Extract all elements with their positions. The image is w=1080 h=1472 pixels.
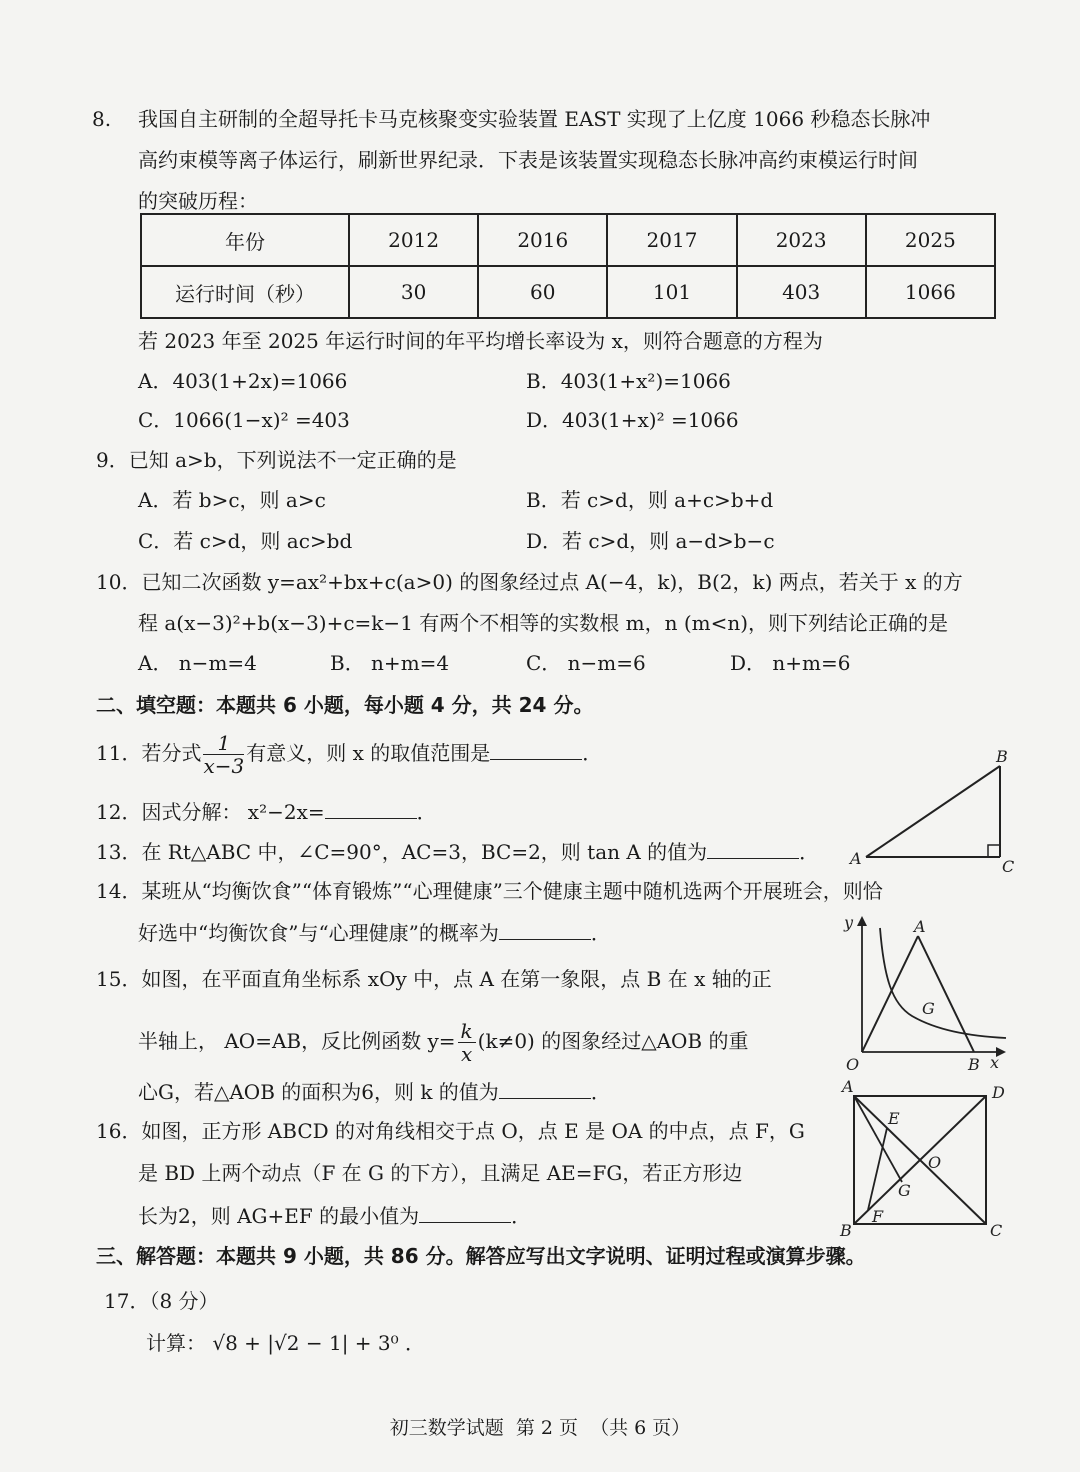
q8-line1: 我国自主研制的全超导托卡马克核聚变实验装置 EAST 实现了上亿度 1066 秒稳态长脉冲 (138, 107, 931, 131)
table-cell: 2017 (607, 214, 736, 266)
q16-line3 (138, 1202, 531, 1229)
q13 (96, 838, 819, 865)
section-heading-fill-blank: 二、填空题：本题共 6 小题，每小题 4 分，共 24 分。 (96, 693, 594, 717)
q11-frac-num: 1 (203, 732, 244, 755)
q13-end: ． (799, 840, 820, 864)
q10-line1: 10．已知二次函数 y=ax²+bx+c(a>0) 的图象经过点 A(−4，k)，B(2，k) 两点，若关于 x 的方 (96, 570, 963, 594)
q15-line3 (138, 1078, 611, 1105)
coord-label-b: B (968, 1055, 980, 1074)
coord-label-x: x (990, 1053, 1000, 1072)
tri-label-a: A (850, 849, 862, 868)
q13-answer-blank[interactable] (707, 838, 799, 859)
table-row (141, 266, 995, 318)
table-row (141, 214, 995, 266)
q11 (96, 730, 602, 777)
coord-label-g: G (922, 999, 935, 1018)
q11-post: 有意义，则 x 的取值范围是 (246, 741, 491, 765)
q13-pre: 13．在 Rt△ABC 中，∠C=90°，AC=3，BC=2，则 tan A 的值为 (96, 840, 708, 864)
q15-fraction (458, 1020, 476, 1065)
q9-option-a: A．若 b>c，则 a>c (138, 488, 326, 512)
q15-line1: 15．如图，在平面直角坐标系 xOy 中，点 A 在第一象限，点 B 在 x 轴的正 (96, 967, 772, 991)
q14-line2-text: 好选中“均衡饮食”与“心理健康”的概率为 (138, 921, 499, 945)
tri-label-c: C (1002, 857, 1015, 876)
table-cell: 101 (607, 266, 736, 318)
table-cell: 60 (478, 266, 607, 318)
q11-fraction (203, 732, 244, 777)
q12-answer-blank[interactable] (325, 798, 417, 819)
q8-stem: 若 2023 年至 2025 年运行时间的年平均增长率设为 x，则符合题意的方程为 (138, 329, 823, 353)
q14-answer-blank[interactable] (499, 919, 591, 940)
q8-table (140, 213, 996, 319)
q14-line2 (138, 919, 611, 946)
coord-label-y: y (844, 913, 854, 932)
q8-line3: 的突破历程： (138, 189, 258, 213)
q16-line2: 是 BD 上两个动点（F 在 G 的下方），且满足 AE=FG，若正方形边 (138, 1161, 743, 1185)
q8-option-c: C．1066(1−x)² =403 (138, 408, 350, 432)
tri-label-b: B (996, 747, 1008, 766)
q9-option-d: D．若 c>d，则 a−d>b−c (526, 529, 775, 553)
coord-label-o: O (846, 1055, 860, 1074)
q11-end: ． (582, 741, 603, 765)
table-cell: 30 (349, 266, 478, 318)
sq-label-g: G (898, 1181, 911, 1200)
q8-option-a: A．403(1+2x)=1066 (138, 369, 348, 393)
page-footer: 初三数学试题 第 2 页 （共 6 页） (389, 1417, 691, 1439)
q10-option-b: B． n+m=4 (330, 651, 450, 675)
q14-line1: 14．某班从“均衡饮食”“体育锻炼”“心理健康”三个健康主题中随机选两个开展班会，则恰 (96, 879, 883, 903)
coordinate-figure (838, 908, 1020, 1080)
q15-line2 (138, 1016, 748, 1066)
q10-line2: 程 a(x−3)²+b(x−3)+c=k−1 有两个不相等的实数根 m，n (m<n)，则下列结论正确的是 (138, 611, 949, 635)
q9-option-b: B．若 c>d，则 a+c>b+d (526, 488, 774, 512)
table-cell: 2012 (349, 214, 478, 266)
q17-head: 17．（8 分） (104, 1289, 219, 1313)
q11-answer-blank[interactable] (490, 739, 582, 760)
q8-option-d: D．403(1+x)² =1066 (526, 408, 739, 432)
sq-label-o: O (928, 1153, 942, 1172)
q16-answer-blank[interactable] (419, 1202, 511, 1223)
q12-end: ． (416, 800, 437, 824)
table-cell: 1066 (866, 266, 995, 318)
q12-pre: 12．因式分解： x²−2x= (96, 800, 325, 824)
q12 (96, 798, 437, 825)
table-cell: 2025 (866, 214, 995, 266)
table-header-time: 运行时间（秒） (141, 266, 349, 318)
q15-frac-den: x (460, 1042, 473, 1066)
q8-line2: 高约束模等离子体运行，刷新世界纪录．下表是该装置实现稳态长脉冲高约束模运行时间 (138, 148, 918, 172)
table-header-year: 年份 (141, 214, 349, 266)
table-cell: 2023 (737, 214, 866, 266)
q11-pre: 11．若分式 (96, 741, 202, 765)
q11-frac-den: x−3 (203, 754, 245, 778)
sq-label-a: A (842, 1078, 854, 1096)
q15-line3-text: 心G，若△AOB 的面积为6，则 k 的值为 (138, 1080, 499, 1104)
q10-option-d: D． n+m=6 (730, 651, 851, 675)
triangle-figure (840, 742, 1020, 877)
q15-end: ． (590, 1080, 611, 1104)
q15-line2-pre: 半轴上， AO=AB，反比例函数 y= (138, 1029, 456, 1053)
q16-line1: 16．如图，正方形 ABCD 的对角线相交于点 O，点 E 是 OA 的中点，点 F，G (96, 1119, 805, 1143)
square-figure (836, 1078, 1020, 1242)
sq-label-f: F (872, 1207, 884, 1226)
q15-frac-num: k (458, 1020, 476, 1043)
sq-label-b: B (840, 1221, 852, 1240)
q8-option-b: B．403(1+x²)=1066 (526, 369, 731, 393)
sq-label-e: E (888, 1109, 900, 1128)
coord-label-a: A (914, 917, 926, 936)
sq-label-d: D (992, 1083, 1005, 1102)
q9-option-c: C．若 c>d，则 ac>bd (138, 529, 353, 553)
q16-end: ． (511, 1204, 532, 1228)
table-cell: 2016 (478, 214, 607, 266)
q10-option-a: A． n−m=4 (138, 651, 257, 675)
q17-body: 计算： √8 + |√2 − 1| + 3⁰ ． (146, 1331, 426, 1355)
q15-line2-post: (k≠0) 的图象经过△AOB 的重 (477, 1029, 749, 1053)
q10-option-c: C． n−m=6 (526, 651, 646, 675)
q9-stem: 9．已知 a>b，下列说法不一定正确的是 (96, 448, 457, 472)
section-heading-solutions: 三、解答题：本题共 9 小题，共 86 分。解答应写出文字说明、证明过程或演算步骤。 (96, 1244, 866, 1268)
q14-end: ． (590, 921, 611, 945)
table-cell: 403 (737, 266, 866, 318)
q16-line3-text: 长为2，则 AG+EF 的最小值为 (138, 1204, 420, 1228)
q15-answer-blank[interactable] (499, 1078, 591, 1099)
sq-label-c: C (990, 1221, 1003, 1240)
q8-number: 8. (92, 107, 112, 131)
